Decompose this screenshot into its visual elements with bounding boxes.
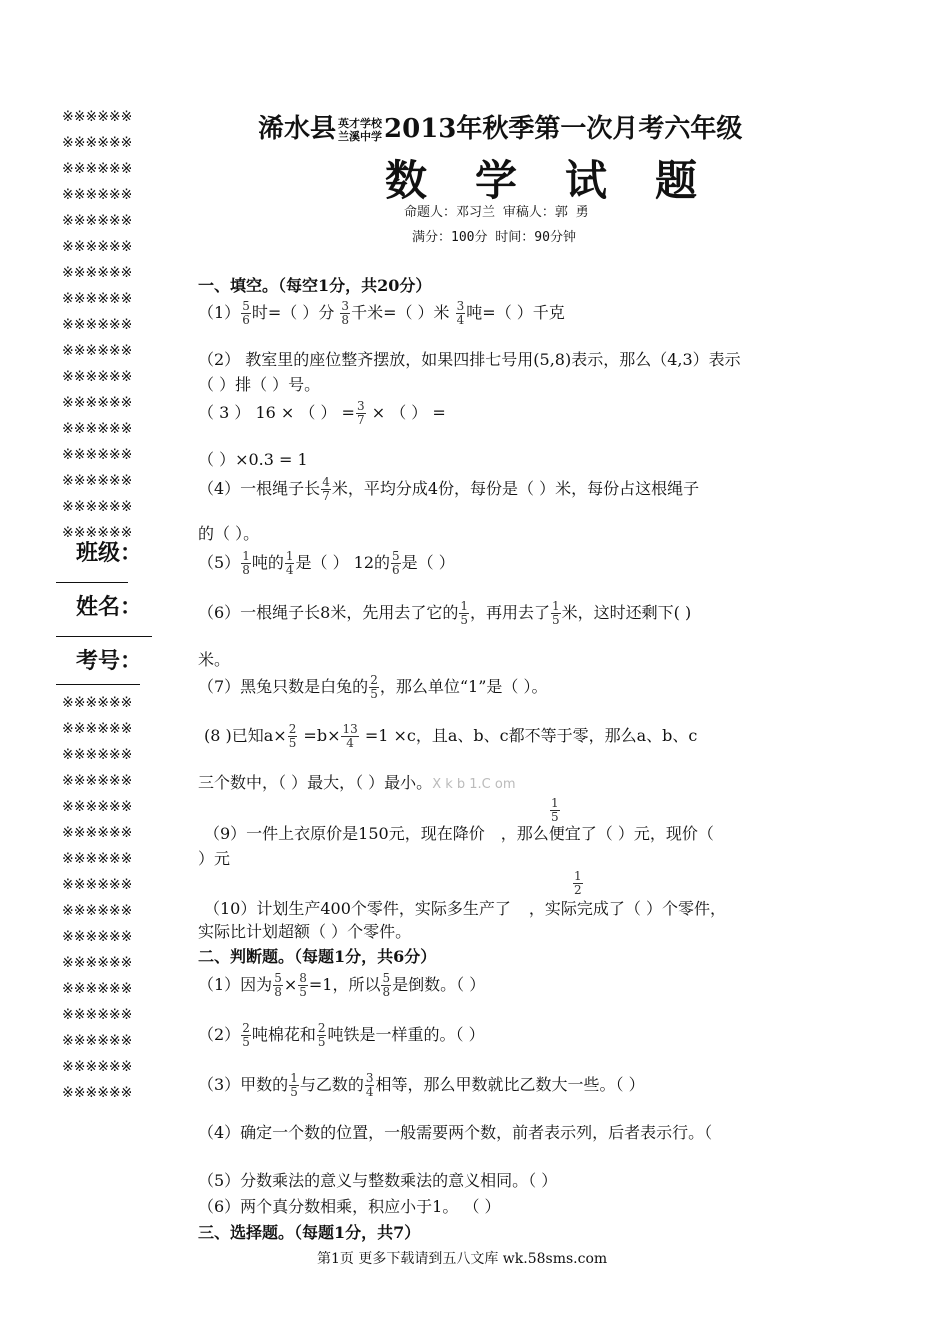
q5-text: 是（ ） [401, 553, 455, 572]
star-row: ※※※※※※ [62, 213, 133, 229]
star-row: ※※※※※※ [62, 877, 133, 893]
star-row: ※※※※※※ [62, 239, 133, 255]
denominator: 5 [288, 736, 297, 750]
numerator: 1 [460, 599, 469, 613]
judge-5: （5）分数乘法的意义与整数乘法的意义相同。（ ） [198, 1171, 558, 1190]
fraction [241, 300, 251, 327]
star-row: ※※※※※※ [62, 525, 133, 541]
j1-text: （1）因为 [198, 975, 273, 994]
numerator: 8 [299, 971, 307, 985]
star-row: ※※※※※※ [62, 799, 133, 815]
star-row: ※※※※※※ [62, 109, 133, 125]
judge-6: （6）两个真分数相乘，积应小于1。 （ ） [198, 1197, 501, 1216]
star-row: ※※※※※※ [62, 721, 133, 737]
section1-title: 一、填空。（每空1分，共20分） [198, 276, 432, 295]
exam-title [258, 108, 742, 145]
denominator: 5 [551, 810, 559, 824]
j3-text: 相等，那么甲数就比乙数大一些。（ ） [375, 1075, 645, 1094]
fraction [241, 550, 251, 577]
numerator: 3 [356, 399, 365, 413]
watermark: X k b 1.C om [432, 777, 516, 792]
j1-text: =1，所以 [308, 975, 381, 994]
denominator: 4 [365, 1085, 374, 1099]
question-8-line1 [204, 723, 697, 750]
denominator: 5 [552, 613, 560, 627]
numerator: 5 [392, 549, 400, 563]
q4-text: 米，平均分成4份，每份是（ ）米，每份占这根绳子 [331, 479, 700, 498]
question-7 [198, 674, 547, 701]
numerator: 5 [274, 971, 282, 985]
judge-1 [198, 972, 485, 999]
j1-text: 是倒数。（ ） [392, 975, 486, 994]
q5-text: （5） [198, 553, 241, 572]
name-label: 姓名： [76, 594, 143, 620]
star-row: ※※※※※※ [62, 473, 133, 489]
q8-text: =b× [298, 726, 341, 745]
school-top: 英才学校 [338, 117, 383, 130]
fraction [573, 870, 583, 897]
numerator: 2 [317, 1021, 326, 1035]
q1-text: 时=（ ）分 [251, 303, 340, 322]
section3-title: 三、选择题。（每题1分，共7） [198, 1223, 421, 1242]
question-3-line1 [198, 400, 858, 427]
id-label: 考号： [76, 648, 143, 674]
fraction [340, 300, 350, 327]
star-row: ※※※※※※ [62, 955, 133, 971]
numerator: 1 [242, 549, 250, 563]
fraction [381, 972, 391, 999]
denominator: 4 [285, 563, 294, 577]
star-row: ※※※※※※ [62, 369, 133, 385]
numerator: 1 [285, 549, 294, 563]
subject-title: 数学试题 [385, 156, 746, 205]
denominator: 5 [317, 1035, 326, 1049]
q8-text: 三个数中，（ ）最大，（ ）最小。 [198, 773, 433, 792]
page-footer: 第1页 更多下载请到五八文库 wk.58sms.com [317, 1251, 608, 1267]
j2-text: 吨铁是一样重的。（ ） [327, 1025, 485, 1044]
numerator: 13 [342, 722, 358, 736]
numerator: 4 [322, 475, 330, 489]
star-row: ※※※※※※ [62, 317, 133, 333]
numerator: 2 [370, 673, 378, 687]
denominator: 5 [299, 985, 307, 999]
fraction [550, 797, 560, 824]
star-row: ※※※※※※ [62, 1085, 133, 1101]
star-row: ※※※※※※ [62, 695, 133, 711]
question-4-line2: 的（ ）。 [198, 524, 260, 543]
denominator: 5 [290, 1085, 298, 1099]
star-row: ※※※※※※ [62, 265, 133, 281]
star-row: ※※※※※※ [62, 499, 133, 515]
star-row: ※※※※※※ [62, 343, 133, 359]
q9-fraction [549, 797, 561, 824]
numerator: 3 [341, 299, 350, 313]
star-row: ※※※※※※ [62, 1033, 133, 1049]
fraction [321, 476, 331, 503]
denominator: 6 [392, 563, 400, 577]
fraction [356, 400, 366, 427]
fraction [365, 1072, 375, 1099]
question-5 [198, 550, 455, 577]
question-1 [198, 300, 565, 327]
question-3-line2: （ ）×0.3 = 1 [198, 450, 308, 469]
question-2-line2: （ ）排（ ）号。 [198, 375, 321, 394]
question-8-line2 [198, 770, 516, 793]
denominator: 4 [346, 736, 354, 750]
fraction [288, 723, 298, 750]
star-row: ※※※※※※ [62, 903, 133, 919]
q9-text: （9）一件上衣原价是150元，现在降价 [204, 824, 485, 843]
q1-text: 千米=（ ）米 [351, 303, 455, 322]
fraction [459, 600, 469, 627]
id-underline[interactable] [56, 684, 140, 685]
county-name: 浠水县 [258, 114, 337, 144]
star-row: ※※※※※※ [62, 135, 133, 151]
star-row: ※※※※※※ [62, 851, 133, 867]
numerator: 2 [242, 1021, 250, 1035]
numerator: 3 [456, 299, 465, 313]
score-time-line: 满分：100分 时间：90分钟 [412, 230, 576, 245]
q10-text: ，实际完成了（ ）个零件， [528, 899, 726, 918]
question-10-line2: 实际比计划超额（ ）个零件。 [198, 922, 412, 941]
denominator: 6 [242, 313, 250, 327]
denominator: 8 [274, 985, 282, 999]
star-row: ※※※※※※ [62, 395, 133, 411]
star-row: ※※※※※※ [62, 421, 133, 437]
star-row: ※※※※※※ [62, 1059, 133, 1075]
numerator: 3 [365, 1071, 374, 1085]
judge-2 [198, 1022, 485, 1049]
section2-title: 二、判断题。（每题1分，共6分） [198, 947, 437, 966]
fraction [341, 723, 358, 750]
fraction [289, 1072, 299, 1099]
fraction [285, 550, 295, 577]
fraction [456, 300, 466, 327]
question-2-line1: （2） 教室里的座位整齐摆放，如果四排七号用(5,8)表示，那么（4,3）表示 [198, 350, 741, 369]
numerator: 1 [290, 1071, 298, 1085]
question-9-line1 [204, 821, 714, 844]
numerator: 5 [242, 299, 250, 313]
question-9-line2: ）元 [198, 849, 231, 868]
denominator: 2 [574, 883, 582, 897]
denominator: 5 [460, 613, 469, 627]
star-row: ※※※※※※ [62, 773, 133, 789]
q6-text: ，再用去了 [470, 603, 551, 622]
star-row: ※※※※※※ [62, 187, 133, 203]
star-row: ※※※※※※ [62, 291, 133, 307]
denominator: 8 [382, 985, 391, 999]
q10-fraction [572, 870, 584, 897]
question-6-line2: 米。 [198, 650, 231, 669]
numerator: 5 [382, 971, 391, 985]
fraction [551, 600, 561, 627]
star-row: ※※※※※※ [62, 929, 133, 945]
j3-text: 与乙数的 [299, 1075, 364, 1094]
star-row: ※※※※※※ [62, 161, 133, 177]
j2-text: （2） [198, 1025, 241, 1044]
q8-text: (8 )已知a× [204, 726, 287, 745]
q6-text: （6）一根绳子长8米，先用去了它的 [198, 603, 459, 622]
q1-text: 吨=（ ）千克 [466, 303, 565, 322]
denominator: 8 [341, 313, 350, 327]
star-row: ※※※※※※ [62, 825, 133, 841]
title-rest: 2013年秋季第一次月考六年级 [384, 114, 743, 144]
fraction [369, 674, 379, 701]
denominator: 5 [370, 687, 378, 701]
numerator: 1 [552, 599, 560, 613]
fraction [391, 550, 401, 577]
star-row: ※※※※※※ [62, 1007, 133, 1023]
denominator: 5 [242, 1035, 250, 1049]
q6-text: 米，这时还剩下( ) [561, 603, 692, 622]
numerator: 1 [574, 869, 582, 883]
q7-text: （7）黑兔只数是白兔的 [198, 677, 369, 696]
q5-text: 是（ ） 12的 [295, 553, 391, 572]
question-4-line1 [198, 476, 699, 503]
q9-text: ，那么便宜了（ ）元，现价（ [500, 824, 714, 843]
numerator: 1 [551, 796, 559, 810]
j1-text: × [283, 975, 298, 994]
numerator: 2 [288, 722, 297, 736]
q1-text: （1） [198, 303, 241, 322]
j3-text: （3）甲数的 [198, 1075, 289, 1094]
fraction [273, 972, 283, 999]
q3-text: × （ ） = [371, 403, 446, 422]
name-underline[interactable] [56, 636, 152, 637]
star-row: ※※※※※※ [62, 981, 133, 997]
judge-4: （4）确定一个数的位置，一般需要两个数，前者表示列，后者表示行。（ [198, 1123, 713, 1142]
fraction [241, 1022, 251, 1049]
denominator: 7 [356, 413, 365, 427]
q5-text: 吨的 [251, 553, 284, 572]
q4-text: （4）一根绳子长 [198, 479, 321, 498]
class-underline[interactable] [56, 582, 128, 583]
q7-text: ，那么单位“1”是（ ）。 [379, 677, 548, 696]
judge-3 [198, 1072, 645, 1099]
school-bottom: 兰溪中学 [338, 130, 383, 143]
question-6-line1 [198, 600, 691, 627]
question-10-line1 [204, 896, 726, 919]
fraction [317, 1022, 327, 1049]
denominator: 8 [242, 563, 250, 577]
q10-text: （10）计划生产400个零件，实际多生产了 [204, 899, 511, 918]
denominator: 7 [322, 489, 330, 503]
authors-line: 命题人：邓习兰 审稿人：郭 勇 [404, 205, 589, 220]
j2-text: 吨棉花和 [251, 1025, 316, 1044]
denominator: 4 [456, 313, 465, 327]
star-row: ※※※※※※ [62, 447, 133, 463]
star-row: ※※※※※※ [62, 747, 133, 763]
school-names [338, 117, 382, 143]
fraction [298, 972, 308, 999]
q8-text: =1 ×c，且a、b、c都不等于零，那么a、b、c [359, 726, 698, 745]
q3-text: （ 3 ） 16 × （ ） = [198, 403, 355, 422]
class-label: 班级： [76, 540, 143, 566]
